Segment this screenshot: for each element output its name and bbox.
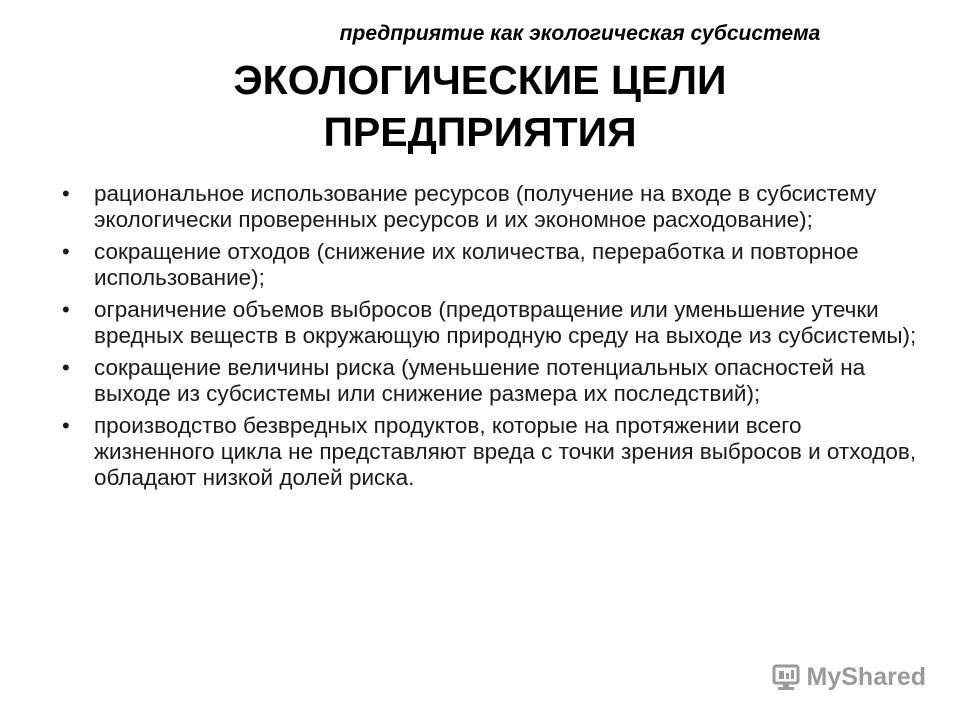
bullet-icon: • <box>62 413 70 438</box>
watermark-text: MyShared <box>806 663 926 691</box>
bullet-list <box>62 181 922 497</box>
bullet-icon: • <box>62 239 70 264</box>
bullet-item <box>62 239 922 291</box>
bullet-icon: • <box>62 355 70 380</box>
bullet-item <box>62 181 922 233</box>
bullet-icon: • <box>62 181 70 206</box>
bullet-text: производство безвредных продуктов, которые на протяжении всего жизненного цикла не представляют вреда с точки зрения выбросов и отходов, обладают низкой долей риска. <box>94 413 917 490</box>
bullet-text: сокращение величины риска (уменьшение потенциальных опасностей на выходе из субсистемы или снижение размера их последствий); <box>94 355 866 406</box>
bullet-item <box>62 355 922 407</box>
bullet-item <box>62 297 922 349</box>
bullet-text: ограничение объемов выбросов (предотвращение или уменьшение утечки вредных веществ в окружающую природную среду на выходе из субсистемы); <box>94 297 917 348</box>
slide-subtitle: предприятие как экологическая субсистема <box>339 22 821 45</box>
slide-title-line-2: ПРЕДПРИЯТИЯ <box>323 109 637 155</box>
bullet-item <box>62 413 922 491</box>
bullet-icon: • <box>62 297 70 322</box>
bullet-text: сокращение отходов (снижение их количества, переработка и повторное использование); <box>94 239 859 290</box>
slide-title-line-1: ЭКОЛОГИЧЕСКИЕ ЦЕЛИ <box>233 57 727 103</box>
watermark[interactable] <box>771 663 926 692</box>
bullet-text: рациональное использование ресурсов (получение на входе в субсистему экологически проверенных ресурсов и их экономное расходование); <box>94 181 877 232</box>
slide-title <box>0 54 960 158</box>
mysharedlogo-icon <box>771 664 801 692</box>
